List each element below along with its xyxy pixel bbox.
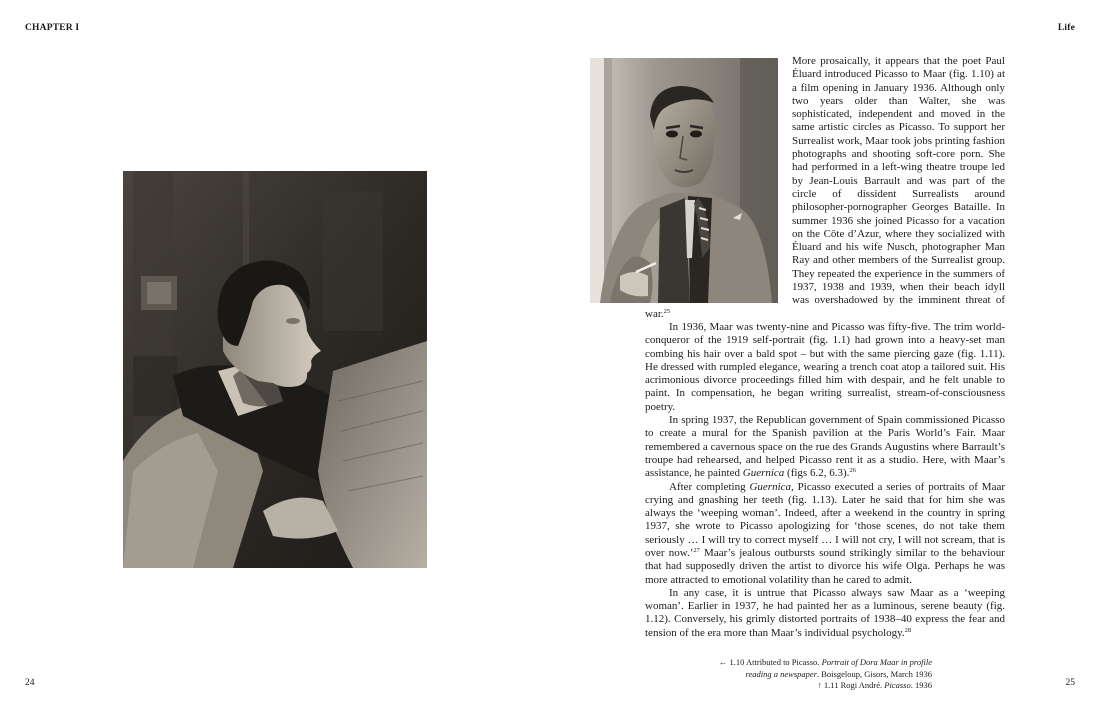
running-header-right: Life <box>1057 23 1075 33</box>
caption-fig-1-11: ↑ 1.11 Rogi André. Picasso. 1936 <box>817 680 932 690</box>
footnote-ref[interactable]: 28 <box>904 626 912 634</box>
body-paragraph: In spring 1937, the Republican government of Spain commissioned Picasso to create a mural for the Spanish pavilion at the Paris World’s Fair. Maar remembered a cavernous space on the rue des Grands Augustins where Barrault’s troupe had rehearsed, and helped Picasso rent it as a studio. Here, with Maar’s assistance, he painted Guernica (figs 6.2, 6.3).$^{26}$ <box>645 414 1005 480</box>
page-number-left: 24 <box>25 678 35 688</box>
page-number-right: 25 <box>1065 678 1075 688</box>
caption-fig-1-10: ← 1.10 Attributed to Picasso. Portrait of Dora Maar in profile reading a newspaper. Boisgeloup, Gisors, March 1936 <box>718 657 932 679</box>
photo-text-wrap-spacer <box>645 55 792 301</box>
footnote-ref[interactable]: 26 <box>849 467 856 475</box>
body-paragraph: After completing Guernica, Picasso executed a series of portraits of Maar crying and gnashing her teeth (fig. 1.13). Later he said that for him she was always the ‘weeping woman’. Indeed, after a weekend in the country in spring 1937, she wrote to Picasso apologizing for ‘those scenes, do not take them seriously … I will try to correct myself … I will not cry, I will not scream, that is over now.’$^{27}$ Maar’s jealous outbursts sound strikingly similar to the behaviour that had supposedly driven the artist to divorce his wife Olga. Perhaps he was more attracted to emotional volatility than he cared to admit. <box>645 480 1005 586</box>
body-paragraph: In any case, it is untrue that Picasso always saw Maar as a ‘weeping woman’. Earlier in 1937, he had painted her as a luminous, serene beauty (fig. 1.12). Conversely, his grimly distorted portraits of 1938–40 express the fear and tension of the era more than Maar’s individual psychology.$^{28}$ <box>645 586 1005 639</box>
body-paragraph: In 1936, Maar was twenty-nine and Picasso was fifty-five. The trim world-conqueror of the 1919 self-portrait (fig. 1.1) had grown into a heavy-set man combing his hair over a bald spot – but with the same piercing gaze (fig. 1.11). He dressed with rumpled elegance, wearing a trench coat atop a tailored suit. His acrimonious divorce proceedings filled him with despair, and he felt unable to paint. In compensation, he began writing surrealist, stream-of-consciousness poetry. <box>645 320 1005 413</box>
body-paragraph: More prosaically, it appears that the poet Paul Éluard introduced Picasso to Maar (fig. 1.10) at a film opening in January 1936. Although only two years older than Walter, she was sophisticated, independent and moved in the same artistic circles as Picasso. To support her Surrealist work, Maar took jobs printing fashion photographs and shooting soft-core porn. She had performed in a left-wing theatre troupe led by Jean-Louis Barrault and was part of the circle of dissident Surrealists around philosopher-pornographer Georges Bataille. In summer 1936 she joined Picasso for a vacation on the Côte d’Azur, where they socialized with Éluard and his wife Nusch, photographer Man Ray and other members of the Surrealist group. They repeated the experience in the summers of 1937, 1938 and 1939, when their beach idyll was overshadowed by the imminent threat of war.$^{25}$ <box>645 55 1005 320</box>
photo-dora-maar-profile <box>123 171 427 568</box>
body-text-column <box>645 55 1005 640</box>
footnote-ref[interactable]: 27 <box>693 546 700 554</box>
figure-captions <box>700 657 932 692</box>
footnote-ref[interactable]: 25 <box>663 307 671 315</box>
running-header-left: CHAPTER I <box>25 23 80 33</box>
